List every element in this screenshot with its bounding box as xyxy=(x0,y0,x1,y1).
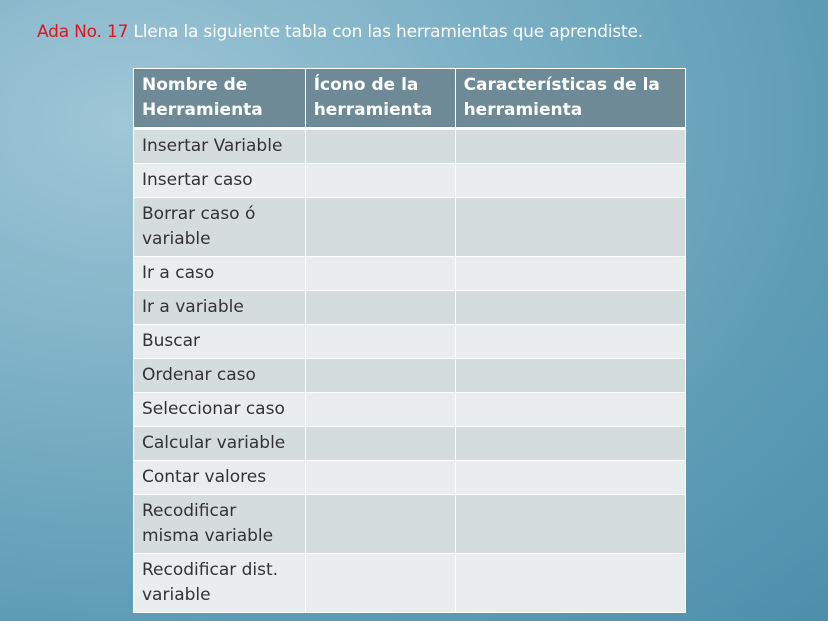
tool-name-cell: Recodificar dist. variable xyxy=(134,554,306,613)
tool-icon-cell[interactable] xyxy=(305,554,455,613)
tool-name-cell: Insertar Variable xyxy=(134,129,306,164)
tool-icon-cell[interactable] xyxy=(305,427,455,461)
tool-features-cell[interactable] xyxy=(455,198,685,257)
table-row xyxy=(134,129,686,164)
tool-icon-cell[interactable] xyxy=(305,325,455,359)
tool-features-cell[interactable] xyxy=(455,257,685,291)
tool-name-cell: Contar valores xyxy=(134,461,306,495)
tool-icon-cell[interactable] xyxy=(305,393,455,427)
tool-features-cell[interactable] xyxy=(455,554,685,613)
page-title xyxy=(37,22,643,42)
tool-features-cell[interactable] xyxy=(455,291,685,325)
tool-icon-cell[interactable] xyxy=(305,129,455,164)
tool-name-cell: Borrar caso ó variable xyxy=(134,198,306,257)
tool-icon-cell[interactable] xyxy=(305,359,455,393)
tool-name-cell: Ir a caso xyxy=(134,257,306,291)
table-row xyxy=(134,198,686,257)
tool-name-cell: Recodificar misma variable xyxy=(134,495,306,554)
column-header-features: Características de la herramienta xyxy=(455,69,685,129)
table-header-row xyxy=(134,69,686,129)
table-row xyxy=(134,257,686,291)
tool-name-cell: Calcular variable xyxy=(134,427,306,461)
column-header-icon: Ícono de la herramienta xyxy=(305,69,455,129)
tool-icon-cell[interactable] xyxy=(305,495,455,554)
table-row xyxy=(134,461,686,495)
tool-name-cell: Insertar caso xyxy=(134,164,306,198)
tool-features-cell[interactable] xyxy=(455,325,685,359)
table-row xyxy=(134,325,686,359)
tool-features-cell[interactable] xyxy=(455,427,685,461)
activity-number: Ada No. 17 xyxy=(37,22,129,42)
tool-icon-cell[interactable] xyxy=(305,257,455,291)
table-row xyxy=(134,164,686,198)
table-row xyxy=(134,554,686,613)
tool-name-cell: Ir a variable xyxy=(134,291,306,325)
tool-features-cell[interactable] xyxy=(455,359,685,393)
tool-features-cell[interactable] xyxy=(455,164,685,198)
tool-features-cell[interactable] xyxy=(455,461,685,495)
tool-features-cell[interactable] xyxy=(455,393,685,427)
column-header-name: Nombre de Herramienta xyxy=(134,69,306,129)
tool-name-cell: Seleccionar caso xyxy=(134,393,306,427)
table-row xyxy=(134,359,686,393)
table-row xyxy=(134,495,686,554)
instruction-text: Llena la siguiente tabla con las herramientas que aprendiste. xyxy=(133,22,643,42)
tool-name-cell: Ordenar caso xyxy=(134,359,306,393)
table-row xyxy=(134,393,686,427)
tool-name-cell: Buscar xyxy=(134,325,306,359)
tool-icon-cell[interactable] xyxy=(305,461,455,495)
tools-table xyxy=(133,68,686,613)
table-row xyxy=(134,291,686,325)
tool-features-cell[interactable] xyxy=(455,129,685,164)
tool-icon-cell[interactable] xyxy=(305,164,455,198)
table-row xyxy=(134,427,686,461)
tool-features-cell[interactable] xyxy=(455,495,685,554)
tool-icon-cell[interactable] xyxy=(305,198,455,257)
tool-icon-cell[interactable] xyxy=(305,291,455,325)
